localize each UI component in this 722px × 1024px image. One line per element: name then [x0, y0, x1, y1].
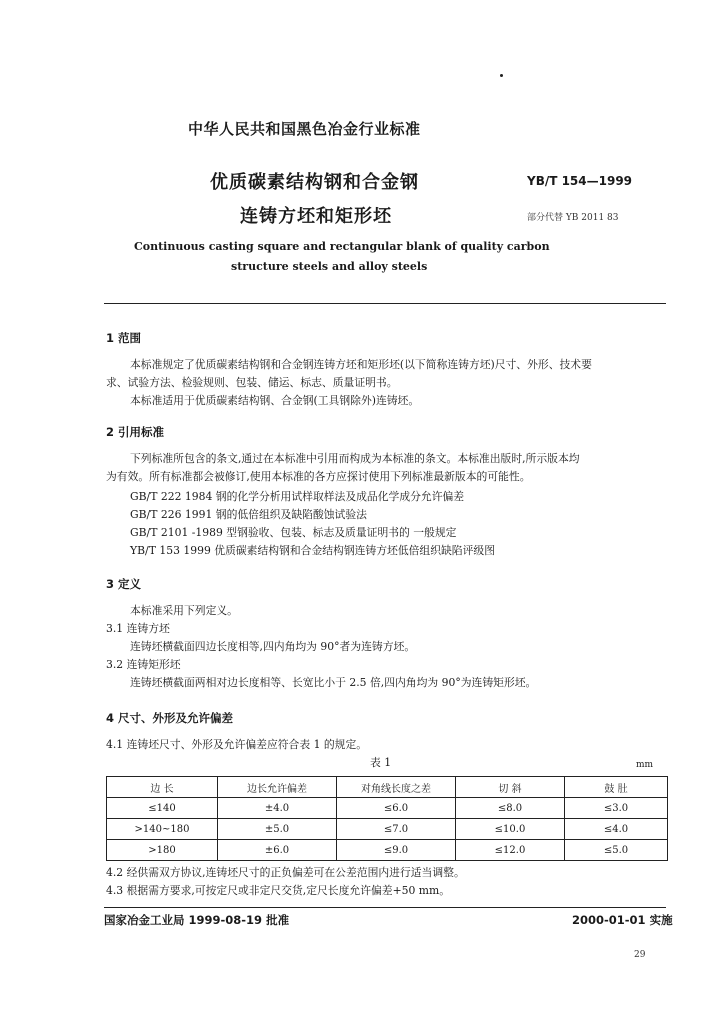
section-1-line-a: 本标准规定了优质碳素结构钢和合金钢连铸方坯和矩形坯(以下简称连铸方坯)尺寸、外形、技术要 [130, 358, 592, 371]
table-cell: ≤4.0 [565, 819, 668, 840]
table-cell: ≤9.0 [337, 840, 456, 861]
table-header-cell: 对角线长度之差 [337, 777, 456, 798]
section-1-paragraph-1 [106, 356, 668, 410]
table-header-cell: 鼓 肚 [565, 777, 668, 798]
section-4-2-text: 4.2 经供需双方协议,连铸坯尺寸的正负偏差可在公差范围内进行适当调整。 [106, 866, 465, 879]
table-cell: >140~180 [107, 819, 218, 840]
section-3-1-text: 连铸坯横截面四边长度相等,四内角均为 90°者为连铸方坯。 [130, 640, 416, 653]
table-caption: 表 1 [370, 756, 392, 769]
section-2-line-a: 下列标准所包含的条文,通过在本标准中引用而构成为本标准的条文。本标准出版时,所示版本均 [130, 452, 580, 465]
section-4-notes [106, 864, 668, 900]
section-4-1-text: 4.1 连铸坯尺寸、外形及允许偏差应符合表 1 的规定。 [106, 738, 368, 751]
section-3-paragraph: 本标准采用下列定义。 [130, 604, 238, 617]
table-header-cell: 边长允许偏差 [218, 777, 337, 798]
section-3-intro [106, 602, 668, 692]
section-2-line-b: 为有效。所有标准都会被修订,使用本标准的各方应探讨使用下列标准最新版本的可能性。 [106, 470, 531, 483]
table-cell: ≤10.0 [456, 819, 565, 840]
table-header-cell: 边 长 [107, 777, 218, 798]
speck-mark [500, 74, 503, 77]
section-3-heading: 3 定义 [106, 577, 142, 591]
reference-item: YB/T 153 1999 优质碳素结构钢和合金结构钢连铸方坯低倍组织缺陷评级图 [130, 544, 495, 557]
section-3-1-heading: 3.1 连铸方坯 [106, 622, 170, 635]
reference-item: GB/T 226 1991 钢的低倍组织及缺陷酸蚀试验法 [130, 508, 367, 521]
table-header-cell: 切 斜 [456, 777, 565, 798]
table-cell: ≤5.0 [565, 840, 668, 861]
table-row [107, 819, 668, 840]
table-cell: >180 [107, 840, 218, 861]
section-4-3-text: 4.3 根据需方要求,可按定尺或非定尺交货,定尺长度允许偏差+50 mm。 [106, 884, 451, 897]
standard-number: YB/T 154—1999 [527, 174, 633, 188]
industry-standard-heading: 中华人民共和国黑色冶金行业标准 [188, 120, 421, 138]
table-cell: ≤140 [107, 798, 218, 819]
table-cell: ±4.0 [218, 798, 337, 819]
replaces-note: 部分代替 YB 2011 83 [527, 213, 619, 223]
document-title-line1: 优质碳素结构钢和合金钢 [210, 172, 419, 193]
section-2-paragraph [106, 450, 668, 486]
footer-divider [104, 907, 666, 908]
section-1-paragraph-2: 本标准适用于优质碳素结构钢、合金钢(工具钢除外)连铸坯。 [130, 394, 420, 407]
reference-list [130, 488, 495, 560]
table-cell: ≤8.0 [456, 798, 565, 819]
section-1-heading: 1 范围 [106, 331, 142, 345]
section-3-2-heading: 3.2 连铸矩形坯 [106, 658, 181, 671]
table-row [107, 840, 668, 861]
table-unit: mm [636, 760, 654, 770]
table-cell: ≤12.0 [456, 840, 565, 861]
effective-date: 2000-01-01 实施 [572, 913, 673, 927]
approval-date: 国家冶金工业局 1999-08-19 批准 [104, 913, 290, 927]
header-divider [104, 303, 666, 304]
table-row [107, 798, 668, 819]
section-1-line-b: 求、试验方法、检验规则、包装、储运、标志、质量证明书。 [106, 376, 398, 389]
table-cell: ±5.0 [218, 819, 337, 840]
table-cell: ≤3.0 [565, 798, 668, 819]
section-3-2-text: 连铸坯横截面两相对边长度相等、长宽比小于 2.5 倍,四内角均为 90°为连铸矩形坯。 [130, 676, 537, 689]
table-cell: ≤6.0 [337, 798, 456, 819]
section-2-heading: 2 引用标准 [106, 425, 165, 439]
english-title-line2: structure steels and alloy steels [231, 260, 428, 273]
reference-item: GB/T 222 1984 钢的化学分析用试样取样法及成品化学成分允许偏差 [130, 490, 465, 503]
document-title-line2: 连铸方坯和矩形坯 [240, 206, 392, 227]
tolerance-table [106, 776, 668, 861]
reference-item: GB/T 2101 -1989 型钢验收、包装、标志及质量证明书的 一般规定 [130, 526, 457, 539]
english-title-line1: Continuous casting square and rectangular blank of quality carbon [134, 240, 550, 253]
section-4-heading: 4 尺寸、外形及允许偏差 [106, 711, 234, 725]
page-number: 29 [634, 950, 646, 960]
table-cell: ±6.0 [218, 840, 337, 861]
table-header-row [107, 777, 668, 798]
table-cell: ≤7.0 [337, 819, 456, 840]
